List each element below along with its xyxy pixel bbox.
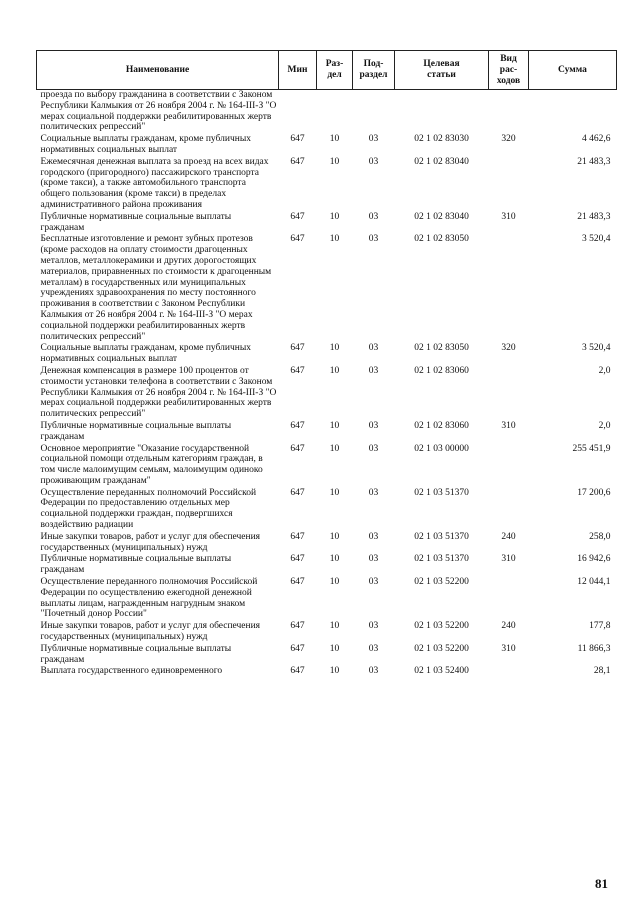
cell-vr [489, 90, 529, 135]
cell-name: Публичные нормативные социальные выплаты гражданам [40, 643, 232, 665]
cell-name: Бесплатные изготовление и ремонт зубных протезов (кроме расходов на оплату стоимости драгоценных металлов, металлокерамики и других дорогостоящих материалов, приравненных по стоимости к драгоценным металлам) в государственных или муниципальных учреждениях здравоохранения по месту постоянного проживания в соответствии с Законом Республики Калмыкия от 26 ноября 2004 г. № 164-III-З "О мерах социальной поддержки реабилитированных жертв политических репрессий" [40, 234, 272, 342]
cell-name: Осуществление переданных полномочий Российской Федерации по предоставлению отдельных мер социальной поддержки граждан, подвергшихся воздействию радиации [40, 487, 257, 531]
cell-podrazdel: 03 [368, 443, 379, 454]
cell-razdel: 10 [329, 134, 340, 145]
cell-cs: 02 1 02 83050 [414, 234, 469, 245]
cell-min: 647 [290, 343, 305, 354]
cell-podrazdel [353, 90, 395, 135]
cell-name: Ежемесячная денежная выплата за проезд на всех видах городского (пригородного) пассажирского транспорта (кроме такси), а также автомобильного транспорта общего пользования (кроме такси) в пределах административного района проживания [40, 156, 269, 210]
cell-vr [489, 666, 529, 678]
page-number: 81 [595, 876, 608, 891]
header-name: Наименование [37, 51, 279, 90]
table-row [37, 554, 617, 577]
header-vid: Вид рас- ходов [489, 51, 529, 90]
cell-podrazdel: 03 [368, 134, 379, 145]
cell-podrazdel: 03 [368, 365, 379, 376]
cell-sum: 17 200,6 [577, 487, 611, 498]
cell-sum: 12 044,1 [577, 577, 611, 588]
cell-sum: 16 942,6 [577, 554, 611, 565]
cell-sum [529, 90, 617, 135]
cell-name: Социальные выплаты гражданам, кроме публичных нормативных социальных выплат [40, 134, 251, 155]
cell-cs: 02 1 02 83030 [414, 134, 469, 145]
cell-vr: 310 [501, 211, 516, 222]
cell-sum: 3 520,4 [582, 343, 611, 354]
cell-cs: 02 1 02 83050 [414, 343, 469, 354]
cell-cs: 02 1 03 52400 [414, 666, 469, 677]
cell-sum: 177,8 [589, 621, 611, 632]
table-row [37, 666, 617, 678]
cell-min: 647 [290, 234, 305, 245]
cell-min: 647 [290, 666, 305, 677]
cell-min: 647 [290, 487, 305, 498]
cell-sum: 11 866,3 [577, 643, 611, 654]
cell-min: 647 [290, 420, 305, 431]
cell-razdel: 10 [329, 234, 340, 245]
cell-cs: 02 1 03 52200 [414, 621, 469, 632]
cell-name: Публичные нормативные социальные выплаты гражданам [40, 211, 232, 233]
cell-cs [395, 90, 489, 135]
cell-name: Осуществление переданного полномочия Российской Федерации по осуществлению ежегодной денежной выплаты лицам, награжденным нагрудным знаком "Почетный донор России" [40, 577, 258, 620]
cell-vr: 310 [501, 420, 516, 431]
cell-cs: 02 1 02 83060 [414, 420, 469, 431]
cell-min: 647 [290, 531, 305, 542]
table-row [37, 366, 617, 421]
cell-podrazdel: 03 [368, 211, 379, 222]
cell-razdel: 10 [329, 531, 340, 542]
table-row [37, 212, 617, 235]
cell-min: 647 [290, 577, 305, 588]
cell-vr: 320 [501, 343, 516, 354]
header-celevaya: Целевая статьи [395, 51, 489, 90]
header-podrazdel: Под- раздел [353, 51, 395, 90]
header-summa: Сумма [529, 51, 617, 90]
cell-podrazdel: 03 [368, 531, 379, 542]
table-row [37, 421, 617, 444]
cell-sum: 2,0 [598, 420, 611, 431]
cell-sum: 2,0 [598, 365, 611, 376]
cell-podrazdel: 03 [368, 643, 379, 654]
cell-razdel: 10 [329, 365, 340, 376]
cell-min: 647 [290, 643, 305, 654]
cell-vr [489, 444, 529, 488]
cell-vr [489, 488, 529, 532]
cell-sum: 28,1 [593, 666, 611, 677]
header-razdel: Раз- дел [317, 51, 353, 90]
cell-vr: 310 [501, 554, 516, 565]
cell-vr: 310 [501, 643, 516, 654]
cell-min: 647 [290, 365, 305, 376]
cell-vr: 240 [501, 531, 516, 542]
table-row [37, 577, 617, 621]
cell-min: 647 [290, 211, 305, 222]
cell-cs: 02 1 03 51370 [414, 554, 469, 565]
table-row [37, 444, 617, 488]
table-row [37, 343, 617, 366]
cell-cs: 02 1 03 52200 [414, 643, 469, 654]
cell-cs: 02 1 03 51370 [414, 487, 469, 498]
table-row [37, 644, 617, 667]
cell-vr [489, 577, 529, 621]
cell-name: Основное мероприятие "Оказание государственной социальной помощи отдельным категориям граждан, в том числе малоимущим семьям, малоимущим одиноко проживающим гражданам" [40, 443, 263, 486]
cell-sum: 3 520,4 [582, 234, 611, 245]
table-row [37, 157, 617, 212]
header-min: Мин [279, 51, 317, 90]
cell-razdel: 10 [329, 554, 340, 565]
budget-table [36, 50, 617, 678]
cell-podrazdel: 03 [368, 343, 379, 354]
cell-podrazdel: 03 [368, 577, 379, 588]
cell-name: Социальные выплаты гражданам, кроме публичных нормативных социальных выплат [40, 343, 251, 365]
cell-razdel: 10 [329, 156, 340, 167]
cell-vr [489, 234, 529, 343]
cell-sum: 21 483,3 [577, 156, 611, 167]
cell-razdel [317, 90, 353, 135]
cell-podrazdel: 03 [368, 666, 379, 677]
cell-sum: 4 462,6 [582, 134, 611, 145]
cell-cs: 02 1 03 52200 [414, 577, 469, 588]
cell-razdel: 10 [329, 443, 340, 454]
cell-razdel: 10 [329, 487, 340, 498]
cell-name: Публичные нормативные социальные выплаты гражданам [40, 554, 232, 576]
cell-cs: 02 1 02 83060 [414, 365, 469, 376]
cell-cs: 02 1 02 83040 [414, 211, 469, 222]
cell-razdel: 10 [329, 621, 340, 632]
cell-podrazdel: 03 [368, 487, 379, 498]
cell-sum: 21 483,3 [577, 211, 611, 222]
cell-sum: 255 451,9 [572, 443, 611, 454]
cell-podrazdel: 03 [368, 234, 379, 245]
cell-razdel: 10 [329, 343, 340, 354]
cell-cs: 02 1 02 83040 [414, 156, 469, 167]
cell-podrazdel: 03 [368, 156, 379, 167]
cell-min: 647 [290, 134, 305, 145]
cell-name: Иные закупки товаров, работ и услуг для обеспечения государственных (муниципальных) нужд [40, 621, 261, 643]
table-row [37, 532, 617, 555]
cell-vr: 320 [501, 134, 516, 145]
cell-razdel: 10 [329, 577, 340, 588]
cell-name: Публичные нормативные социальные выплаты гражданам [40, 420, 232, 442]
cell-cs: 02 1 03 51370 [414, 531, 469, 542]
table-row [37, 621, 617, 644]
cell-razdel: 10 [329, 420, 340, 431]
table-header-row [37, 51, 617, 90]
cell-name: Денежная компенсация в размере 100 процентов от стоимости установки телефона в соответствии с Законом Республики Калмыкия от 26 ноября 2004 г. № 164-III-З "О мерах социальной поддержки реабилитированных жертв политических репрессий" [40, 365, 277, 420]
cell-name: проезда по выбору гражданина в соответствии с Законом Республики Калмыкия от 26 ноября 2004 г. № 164-III-З "О мерах социальной поддержки реабилитированных жертв политических репрессий" [40, 90, 277, 133]
cell-sum: 258,0 [589, 531, 611, 542]
table-row [37, 234, 617, 343]
cell-vr [489, 157, 529, 212]
cell-podrazdel: 03 [368, 420, 379, 431]
table-row [37, 488, 617, 532]
table-body [37, 90, 617, 679]
cell-min: 647 [290, 156, 305, 167]
cell-podrazdel: 03 [368, 621, 379, 632]
cell-razdel: 10 [329, 666, 340, 677]
cell-podrazdel: 03 [368, 554, 379, 565]
table-row [37, 134, 617, 157]
cell-min [279, 90, 317, 135]
cell-name: Выплата государственного единовременного [40, 666, 223, 677]
cell-vr: 240 [501, 621, 516, 632]
cell-min: 647 [290, 443, 305, 454]
cell-cs: 02 1 03 00000 [414, 443, 469, 454]
cell-min: 647 [290, 554, 305, 565]
cell-name: Иные закупки товаров, работ и услуг для обеспечения государственных (муниципальных) нужд [40, 531, 261, 553]
table-row [37, 90, 617, 135]
cell-min: 647 [290, 621, 305, 632]
cell-razdel: 10 [329, 643, 340, 654]
cell-razdel: 10 [329, 211, 340, 222]
cell-vr [489, 366, 529, 421]
